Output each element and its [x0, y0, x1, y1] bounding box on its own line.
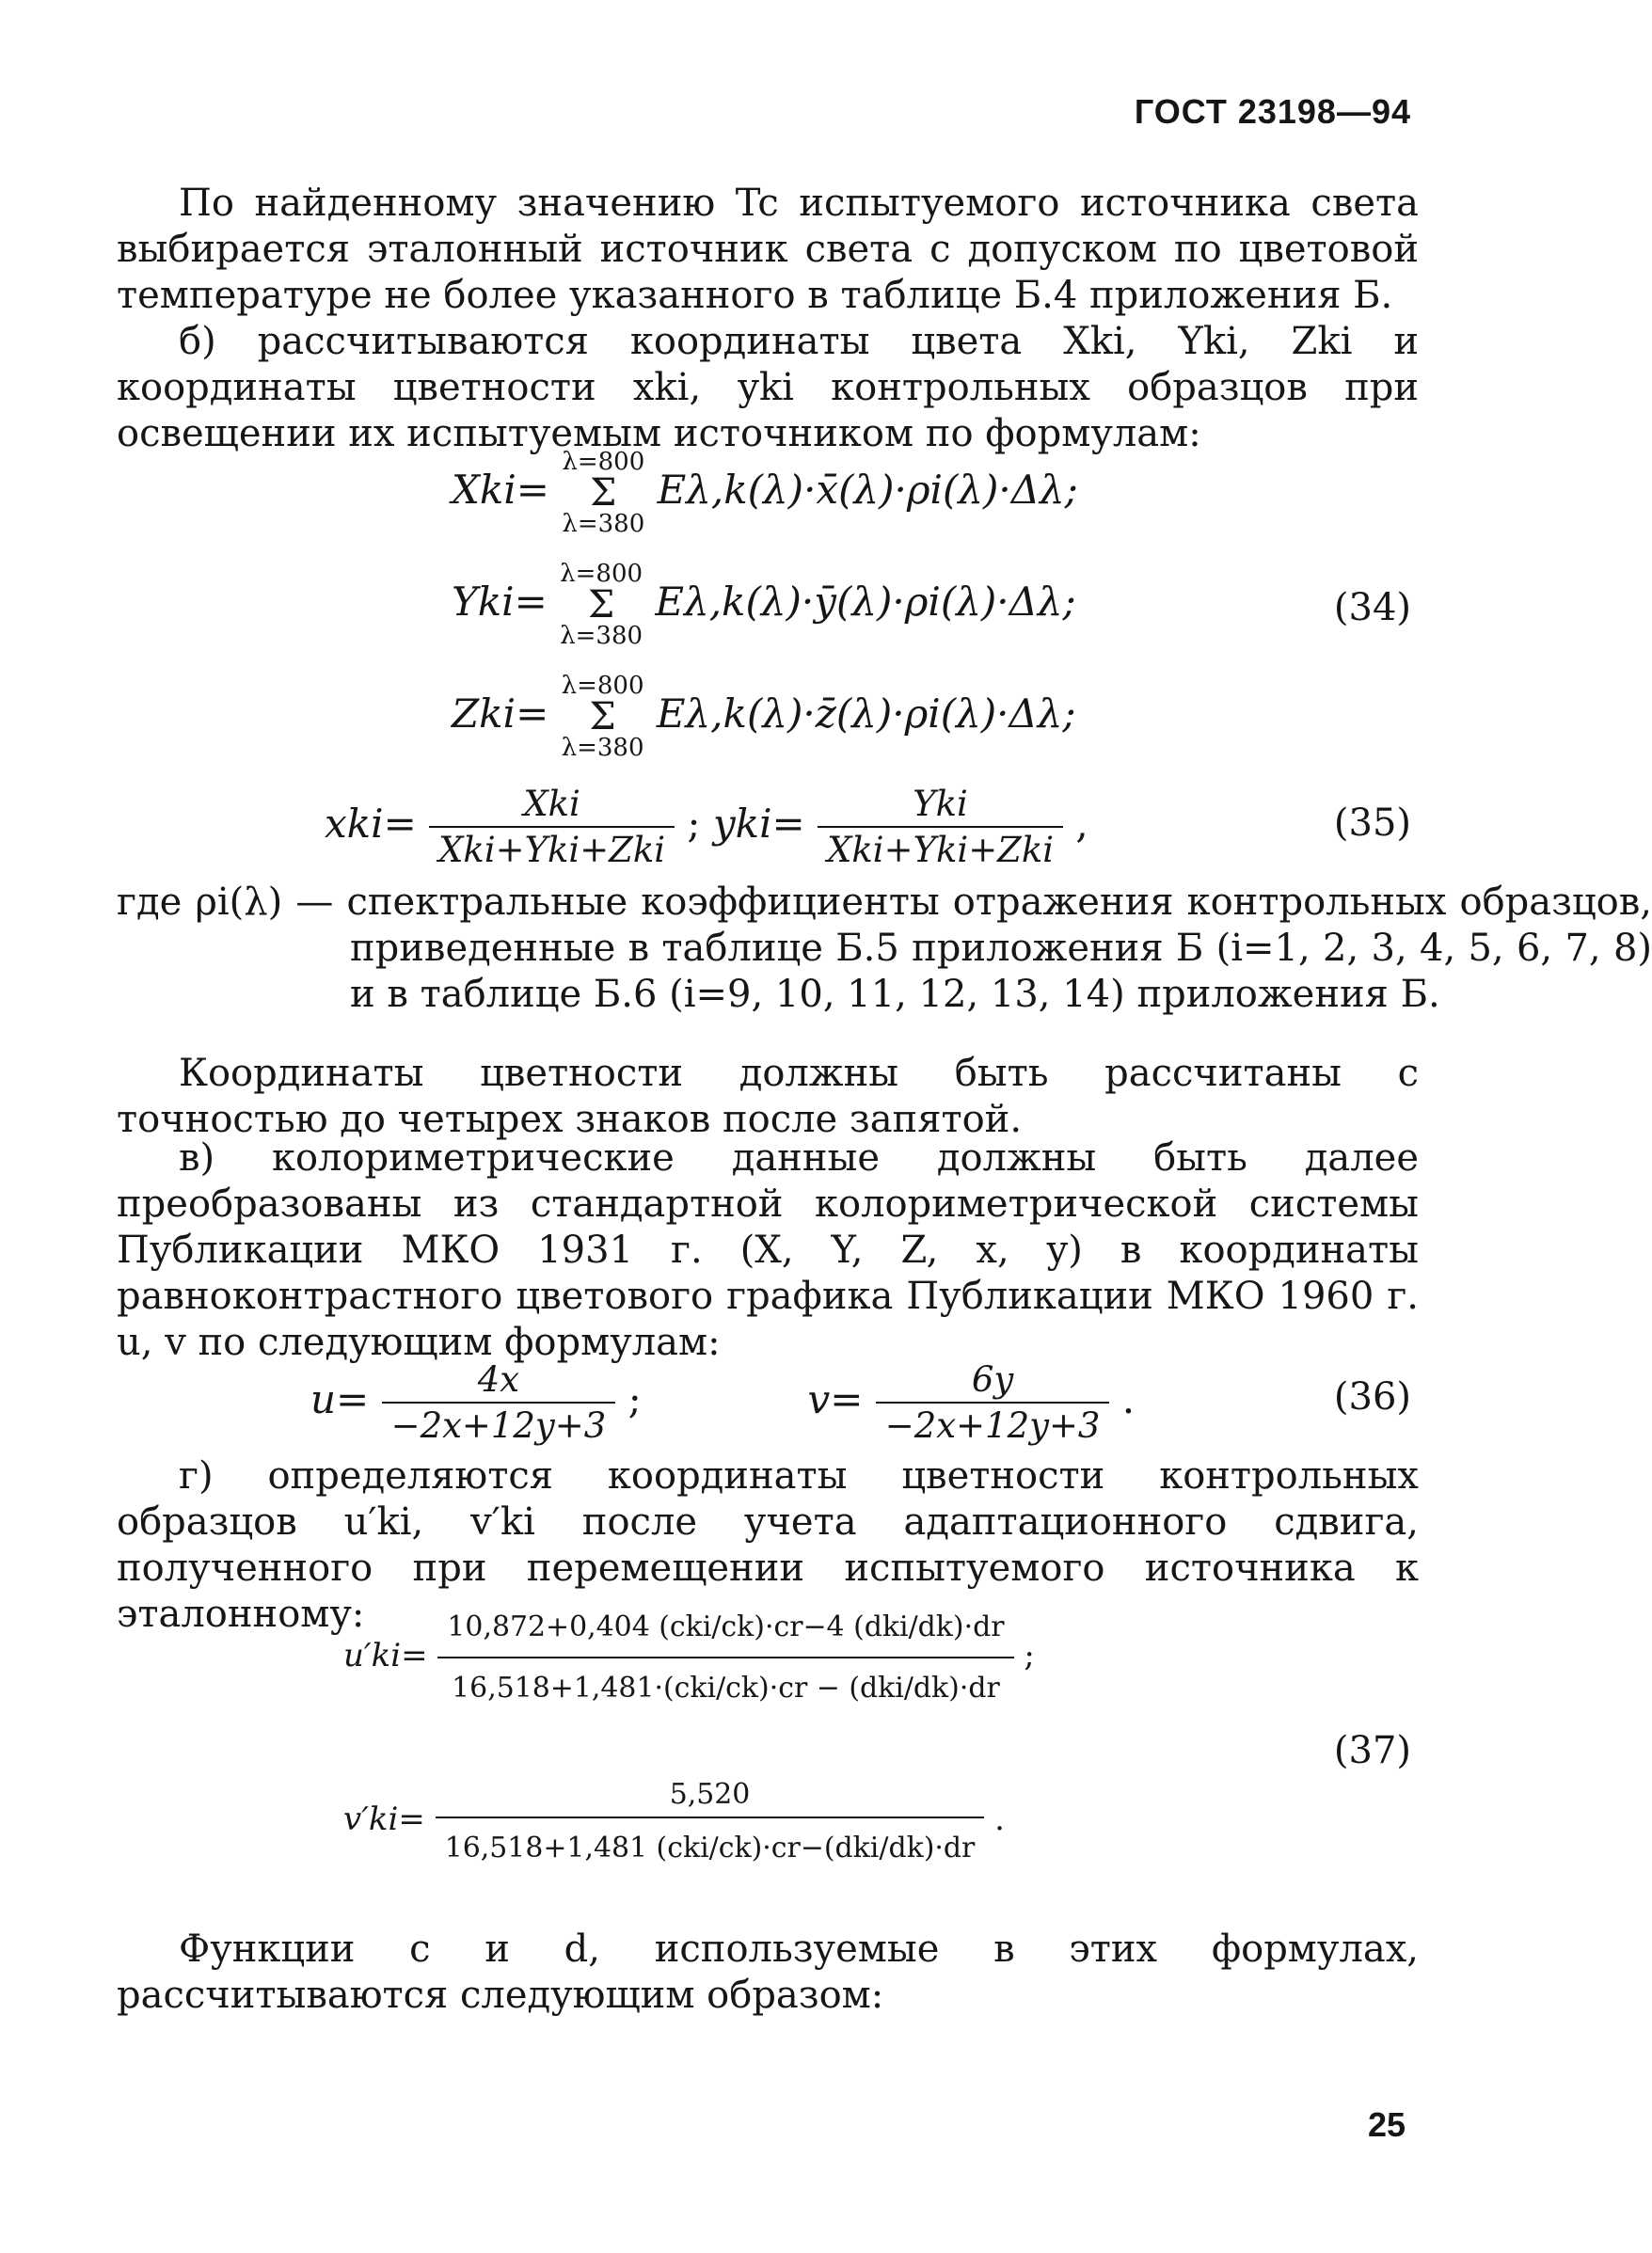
- document-header: ГОСТ 23198—94: [1134, 92, 1411, 131]
- eq37-v-fraction: $\frac{5,520}{\text{16,518+1,481 (cki/ck)·cr−(dki/dk)·dr}}$: [436, 1778, 985, 1864]
- eq36-tail: .: [1121, 1376, 1136, 1422]
- eq37-v-tail: .: [994, 1801, 1005, 1838]
- equation-37-u: [343, 1610, 1035, 1705]
- eq37-v-lhs: v′ki=: [343, 1801, 425, 1838]
- sum-sign: λ=800 Σ λ=380: [560, 560, 643, 650]
- eq36-v-fraction: $\frac{6y}{-2x+12y+3}$: [876, 1359, 1110, 1446]
- eq36-v-lhs: v=: [807, 1376, 864, 1422]
- equation-34-x-rhs: Eλ,k(λ)·x̄(λ)·ρi(λ)·Δλ;: [657, 467, 1078, 513]
- page-number: 25: [1367, 2105, 1406, 2144]
- equation-34-y: [452, 562, 1076, 648]
- equation-34-y-lhs: Yki=: [452, 579, 548, 625]
- eq35-separator: ;: [687, 801, 701, 847]
- equation-37-v: [343, 1778, 1005, 1864]
- paragraph-tc-selection: По найденному значению Tc испытуемого источника света выбирается эталонный источник света с допуском по цветовой температуре не более указанного в таблице Б.4 приложения Б.: [117, 182, 1419, 317]
- equation-34-y-rhs: Eλ,k(λ)·ȳ(λ)·ρi(λ)·Δλ;: [655, 579, 1076, 625]
- equation-35: [325, 784, 1088, 870]
- equation-36: [310, 1359, 1135, 1446]
- eq37-u-lhs: u′ki=: [343, 1637, 428, 1674]
- eq37-u-tail: ;: [1024, 1637, 1035, 1674]
- paragraph-where-rho: где ρi(λ) — спектральные коэффициенты отражения контрольных образцов, приведенные в таблице Б.5 приложения Б (i=1, 2, 3, 4, 5, 6, 7, 8) и в таблице Б.6 (i=9, 10, 11, 12, 13, 14) приложения Б.: [117, 881, 1652, 1016]
- sum-sign: λ=800 Σ λ=380: [562, 448, 645, 538]
- paragraph-precision: Координаты цветности должны быть рассчитаны с точностью до четырех знаков после запятой.: [117, 1052, 1419, 1141]
- equation-34-z-lhs: Zki=: [452, 690, 549, 737]
- equation-number-37: (37): [1333, 1729, 1411, 1772]
- eq37-u-fraction: $\frac{\text{10,872+0,404 (cki/ck)·cr−4 (dki/dk)·dr}}{\text{16,518+1,481·(cki/ck)·cr − (dki/dk)·dr}}$: [437, 1610, 1013, 1705]
- paragraph-v-transform: в) колориметрические данные должны быть далее преобразованы из стандартной колориметрической системы Публикации МКО 1931 г. (X, Y, Z, x, y) в координаты равноконтрастного цветового графика Публикации МКО 1960 г. u, v по следующим формулам:: [117, 1136, 1419, 1364]
- eq35-y-lhs: yki=: [712, 801, 805, 847]
- equation-34-x: [452, 450, 1078, 536]
- equation-number-35: (35): [1333, 801, 1411, 845]
- equation-34-x-lhs: Xki=: [452, 467, 549, 513]
- paragraph-functions-c-d: Функции c и d, используемые в этих формулах, рассчитываются следующим образом:: [117, 1928, 1419, 2017]
- equation-number-36: (36): [1333, 1375, 1411, 1419]
- equation-34-z-rhs: Eλ,k(λ)·z̄(λ)·ρi(λ)·Δλ;: [656, 690, 1076, 737]
- equation-number-34: (34): [1333, 586, 1411, 629]
- eq35-y-fraction: $\frac{\text{Yki}}{\text{Xki+Yki+Zki}}$: [818, 784, 1063, 870]
- eq35-x-lhs: xki=: [325, 801, 417, 847]
- eq35-tail: ,: [1075, 801, 1088, 847]
- sum-sign: λ=800 Σ λ=380: [561, 672, 644, 762]
- paragraph-b-coordinates: б) рассчитываются координаты цвета Xki, Yki, Zki и координаты цветности xki, yki контрольных образцов при освещении их испытуемым источником по формулам:: [117, 320, 1419, 455]
- eq36-separator: ;: [627, 1376, 642, 1422]
- eq36-u-lhs: u=: [310, 1376, 370, 1422]
- eq35-x-fraction: $\frac{\text{Xki}}{\text{Xki+Yki+Zki}}$: [429, 784, 675, 870]
- paragraph-g-adaptation: г) определяются координаты цветности контрольных образцов u′ki, v′ki после учета адаптационного сдвига, полученного при перемещении испытуемого источника к эталонному:: [117, 1454, 1419, 1636]
- eq36-u-fraction: $\frac{4x}{-2x+12y+3}$: [382, 1359, 616, 1446]
- equation-34-z: [452, 674, 1076, 760]
